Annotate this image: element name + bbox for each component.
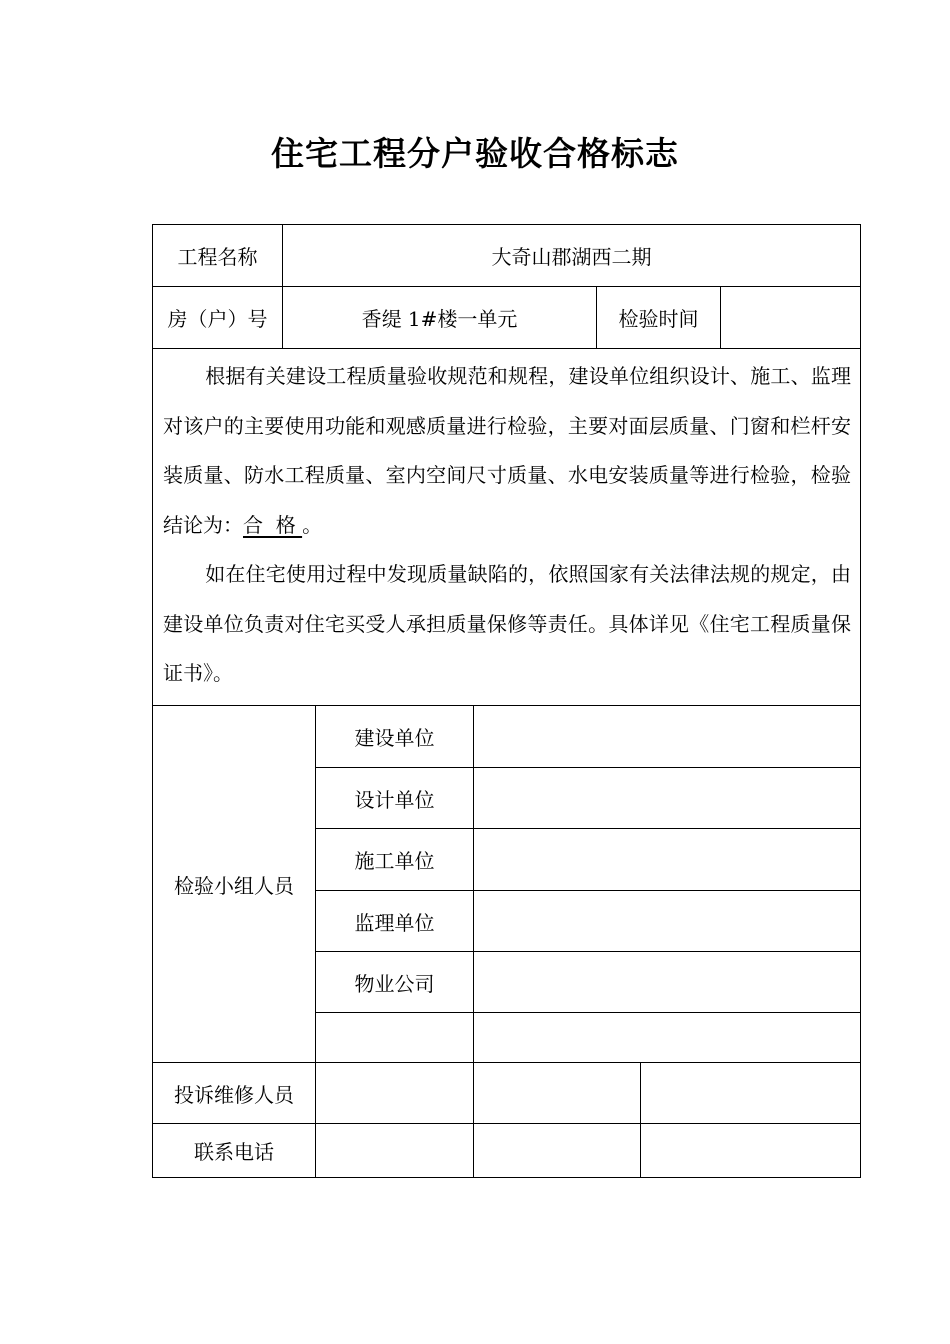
statement-paragraph-2 (163, 550, 851, 699)
statement-text-2: 如在住宅使用过程中发现质量缺陷的，依照国家有关法律法规的规定，由建设单位负责对住宅买受人承担质量保修等责任。具体详见《住宅工程质量保证书》。 (163, 562, 851, 685)
project-name-label: 工程名称 (177, 245, 258, 269)
complaint-repair-label: 投诉维修人员 (174, 1082, 294, 1107)
statement-text-1: 根据有关建设工程质量验收规范和规程，建设单位组织设计、施工、监理对该户的主要使用功能和观感质量进行检验，主要对面层质量、门窗和栏杆安装质量、防水工程质量、室内空间尺寸质量、水电安装质量等进行检验，检验结论为： (163, 364, 851, 537)
table-border-right (860, 224, 861, 1178)
inspection-time-label: 检验时间 (618, 307, 699, 331)
unit-number-value: 香缇 1#楼一单元 (361, 307, 518, 331)
role-design-unit: 设计单位 (354, 787, 435, 812)
role-supervision-unit: 监理单位 (354, 910, 435, 935)
inspection-time-value (721, 287, 860, 348)
inspection-result: 合 格 (243, 512, 303, 537)
table-border-bottom (152, 1177, 861, 1178)
role-builder-unit: 施工单位 (354, 849, 435, 873)
role-empty (316, 1013, 473, 1062)
role-construction-unit: 建设单位 (354, 726, 435, 750)
table-rule-v-contact (640, 1062, 641, 1178)
unit-number-label: 房（户）号 (167, 307, 268, 331)
table-rule-v-roles (473, 705, 474, 1178)
statement-text-1-end: 。 (302, 512, 323, 537)
table-rule-row2 (152, 348, 861, 349)
role-property-company: 物业公司 (354, 971, 435, 996)
inspection-team-label: 检验小组人员 (174, 873, 294, 898)
project-name-value: 大奇山郡湖西二期 (491, 245, 652, 269)
statement-paragraph-1 (163, 352, 851, 550)
contact-phone-label: 联系电话 (194, 1140, 274, 1164)
page-title: 住宅工程分户验收合格标志 (271, 134, 679, 173)
